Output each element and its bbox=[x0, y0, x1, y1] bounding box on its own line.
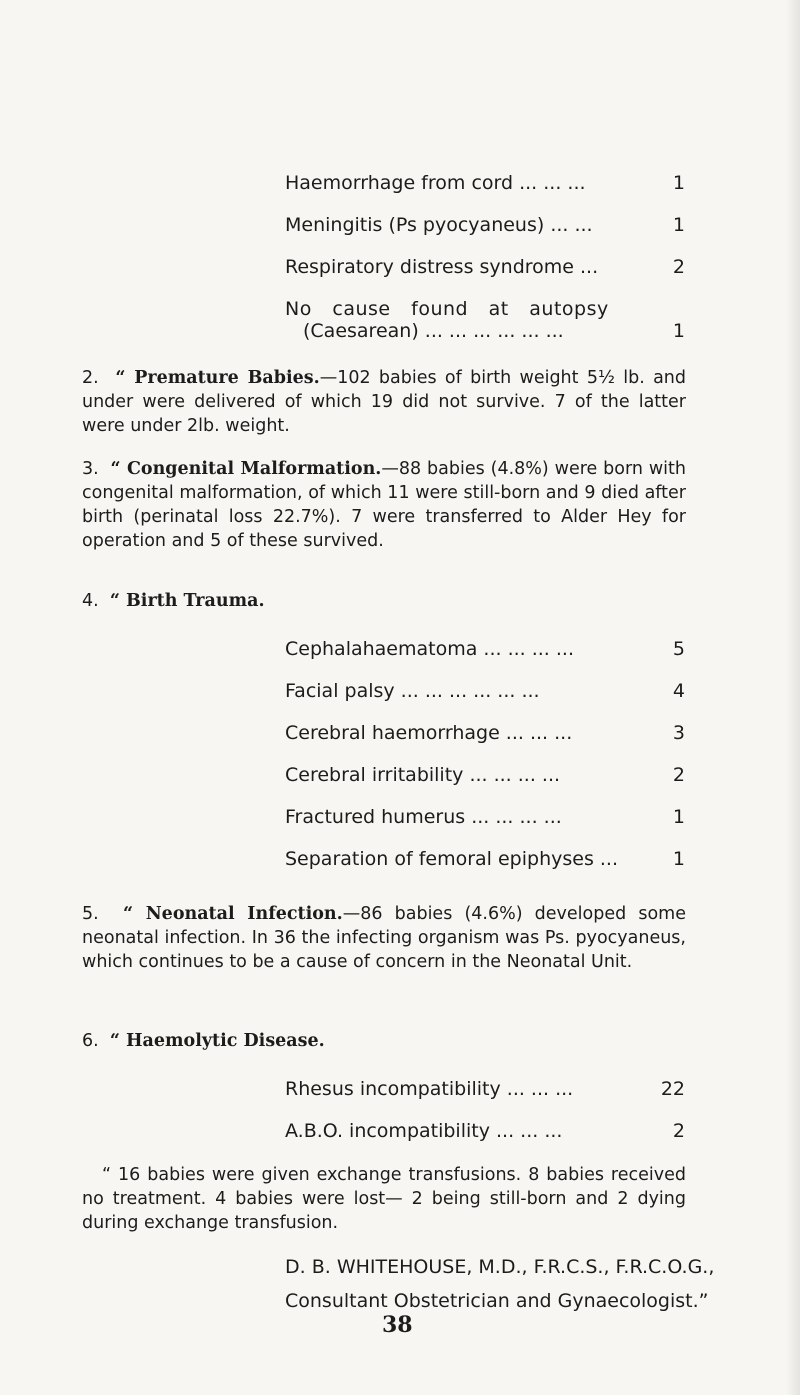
trauma-count: 4 bbox=[672, 680, 685, 702]
section-text: —86 babies (4.6%) developed some neonatal infection. In 36 the infecting organism was Ps. pyocyaneus, which continues to be a cause of concern in the Neonatal Unit. bbox=[82, 904, 686, 972]
haemolytic-label: A.B.O. incompatibility ... ... ... bbox=[285, 1120, 563, 1142]
section-congenital bbox=[82, 457, 686, 553]
trauma-list bbox=[285, 638, 685, 890]
section-title: “ Birth Trauma. bbox=[109, 591, 265, 611]
section-number: 6. bbox=[82, 1031, 99, 1051]
section-text: —88 babies (4.8%) were born with congenital malformation, of which 11 were still-born and 9 died after birth (perinatal loss 22.7%). 7 were transferred to Alder Hey for operation and 5 of these survived. bbox=[82, 459, 686, 551]
cause-label: Meningitis (Ps pyocyaneus) ... ... bbox=[285, 214, 593, 236]
cause-label: Respiratory distress syndrome ... bbox=[285, 256, 599, 278]
trauma-count: 2 bbox=[672, 764, 685, 786]
trauma-label: Cerebral haemorrhage ... ... ... bbox=[285, 722, 573, 744]
list-item bbox=[285, 298, 685, 342]
signature-name: D. B. WHITEHOUSE, M.D., F.R.C.S., F.R.C.O.G., bbox=[285, 1256, 715, 1278]
section-birth-trauma bbox=[82, 591, 265, 611]
haemolytic-label: Rhesus incompatibility ... ... ... bbox=[285, 1078, 574, 1100]
haemolytic-list bbox=[285, 1078, 685, 1162]
cause-list bbox=[285, 172, 685, 342]
page-edge-shadow bbox=[786, 0, 800, 1395]
trauma-label: Facial palsy ... ... ... ... ... ... bbox=[285, 680, 540, 702]
section-title: “ Neonatal Infection. bbox=[122, 904, 343, 924]
trauma-label: Cerebral irritability ... ... ... ... bbox=[285, 764, 561, 786]
section-number: 5. bbox=[82, 904, 99, 924]
cause-count: 1 bbox=[672, 320, 685, 342]
section-premature bbox=[82, 366, 686, 438]
trauma-count: 1 bbox=[672, 848, 685, 870]
list-item bbox=[285, 1120, 685, 1162]
section-haemolytic bbox=[82, 1031, 325, 1051]
trauma-label: Cephalahaematoma ... ... ... ... bbox=[285, 638, 575, 660]
list-item bbox=[285, 256, 685, 298]
section-number: 4. bbox=[82, 591, 99, 611]
signature-title: Consultant Obstetrician and Gynaecologist.” bbox=[285, 1290, 709, 1312]
section-number: 2. bbox=[82, 368, 99, 388]
list-item bbox=[285, 806, 685, 848]
haemolytic-count: 22 bbox=[660, 1078, 685, 1100]
list-item bbox=[285, 764, 685, 806]
section-neonatal-infection bbox=[82, 902, 686, 974]
cause-label-continued: (Caesarean) ... ... ... ... ... ... bbox=[303, 320, 564, 342]
trauma-count: 3 bbox=[672, 722, 685, 744]
cause-count: 2 bbox=[672, 256, 685, 278]
trauma-count: 1 bbox=[672, 806, 685, 828]
trauma-label: Separation of femoral epiphyses ... bbox=[285, 848, 619, 870]
closing-paragraph: “ 16 babies were given exchange transfusions. 8 babies received no treatment. 4 babies were lost— 2 being still-born and 2 dying during exchange transfusion. bbox=[82, 1165, 686, 1233]
cause-label: Haemorrhage from cord ... ... ... bbox=[285, 172, 586, 194]
haemolytic-count: 2 bbox=[672, 1120, 685, 1142]
cause-count: 1 bbox=[672, 214, 685, 236]
list-item bbox=[285, 214, 685, 256]
cause-label: No cause found at autopsy bbox=[285, 298, 609, 320]
list-item bbox=[285, 638, 685, 680]
section-title: “ Congenital Malformation. bbox=[110, 459, 382, 479]
list-item bbox=[285, 848, 685, 890]
section-text: —102 babies of birth weight 5½ lb. and under were delivered of which 19 did not survive. 7 of the latter were under 2lb. weight. bbox=[82, 368, 686, 436]
section-number: 3. bbox=[82, 459, 99, 479]
trauma-label: Fractured humerus ... ... ... ... bbox=[285, 806, 562, 828]
signature-block bbox=[285, 1250, 714, 1318]
list-item bbox=[285, 680, 685, 722]
section-title: “ Haemolytic Disease. bbox=[109, 1031, 325, 1051]
section-title: “ Premature Babies. bbox=[115, 368, 320, 388]
list-item bbox=[285, 722, 685, 764]
trauma-count: 5 bbox=[672, 638, 685, 660]
cause-count: 1 bbox=[672, 172, 685, 194]
list-item bbox=[285, 172, 685, 214]
list-item bbox=[285, 1078, 685, 1120]
page-number: 38 bbox=[382, 1312, 413, 1338]
